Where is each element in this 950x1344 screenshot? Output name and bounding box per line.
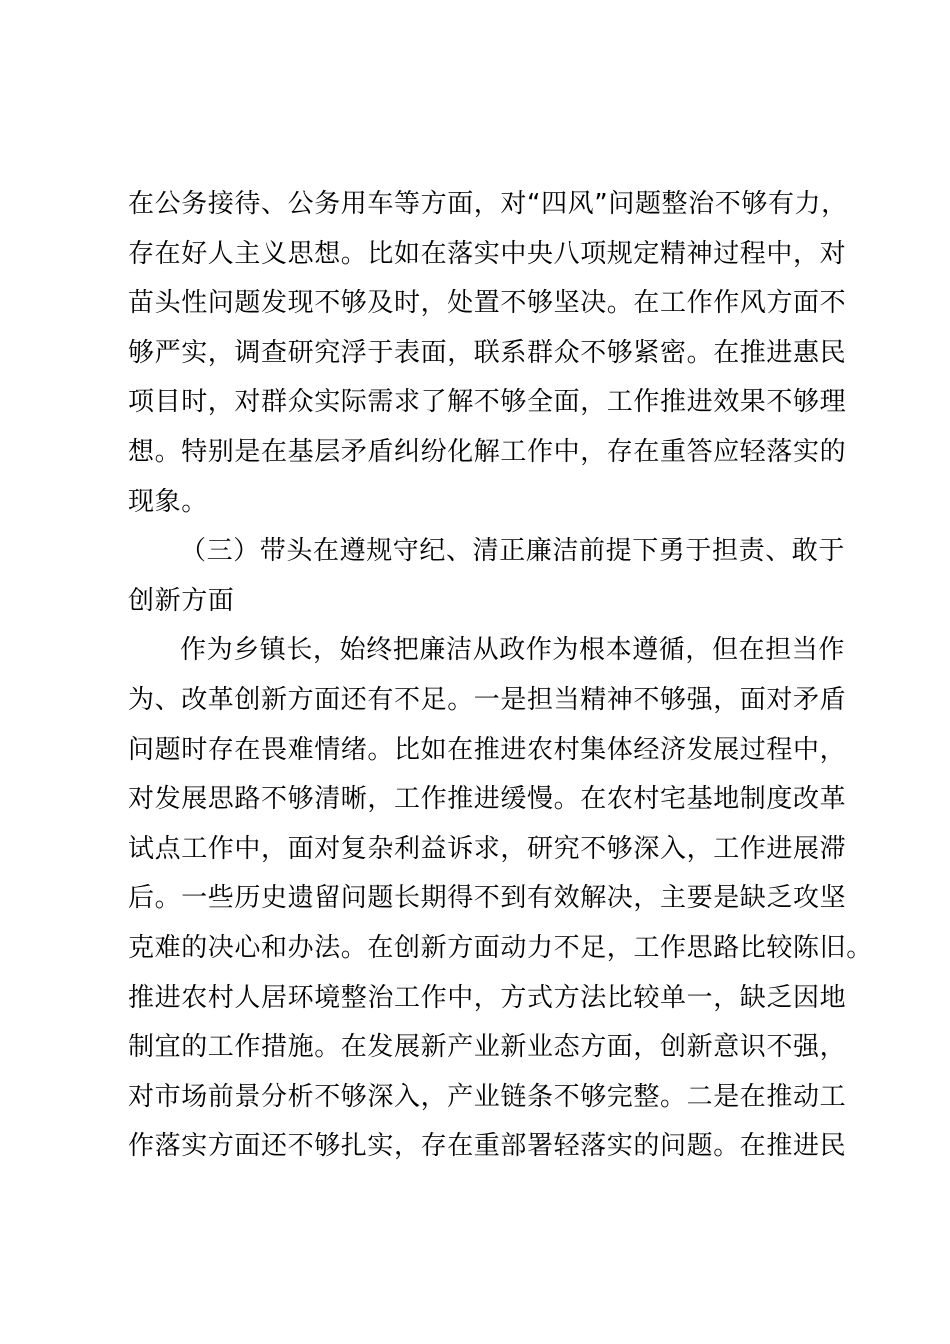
- text-line: 苗头性问题发现不够及时，处置不够坚决。在工作作风方面不: [128, 288, 847, 319]
- text-line: 为、改革创新方面还有不足。一是担当精神不够强，面对矛盾: [128, 684, 847, 715]
- text-line: 克难的决心和办法。在创新方面动力不足，工作思路比较陈旧。: [128, 932, 873, 963]
- text-line: 现象。: [128, 486, 208, 517]
- text-line: 想。特别是在基层矛盾纠纷化解工作中，存在重答应轻落实的: [128, 436, 847, 467]
- text-line: 够严实，调查研究浮于表面，联系群众不够紧密。在推进惠民: [128, 337, 847, 368]
- text-line: 存在好人主义思想。比如在落实中央八项规定精神过程中，对: [128, 238, 847, 269]
- text-line: 对市场前景分析不够深入，产业链条不够完整。二是在推动工: [128, 1081, 847, 1112]
- text-line: 试点工作中，面对复杂利益诉求，研究不够深入，工作进展滞: [128, 833, 847, 864]
- text-line: 后。一些历史遗留问题长期得不到有效解决，主要是缺乏攻坚: [128, 883, 847, 914]
- text-line: 问题时存在畏难情绪。比如在推进农村集体经济发展过程中，: [128, 734, 847, 765]
- text-line: 对发展思路不够清晰，工作推进缓慢。在农村宅基地制度改革: [128, 784, 847, 815]
- section-heading: [128, 527, 848, 626]
- paragraph-2: [128, 626, 873, 1172]
- heading-line: 创新方面: [128, 585, 235, 616]
- text-line: 作为乡镇长，始终把廉洁从政作为根本遵循，但在担当作: [180, 635, 846, 666]
- paragraph-1: [128, 180, 848, 527]
- document-body: [128, 180, 873, 1172]
- text-line: 制宜的工作措施。在发展新产业新业态方面，创新意识不强，: [128, 1032, 847, 1063]
- text-line: 作落实方面还不够扎实，存在重部署轻落实的问题。在推进民: [128, 1131, 847, 1162]
- text-line: 推进农村人居环境整治工作中，方式方法比较单一，缺乏因地: [128, 982, 847, 1013]
- text-line: 项目时，对群众实际需求了解不够全面，工作推进效果不够理: [128, 387, 847, 418]
- heading-line: （三）带头在遵规守纪、清正廉洁前提下勇于担责、敢于: [180, 536, 846, 567]
- text-line: 在公务接待、公务用车等方面，对“四风”问题整治不够有力，: [128, 189, 848, 219]
